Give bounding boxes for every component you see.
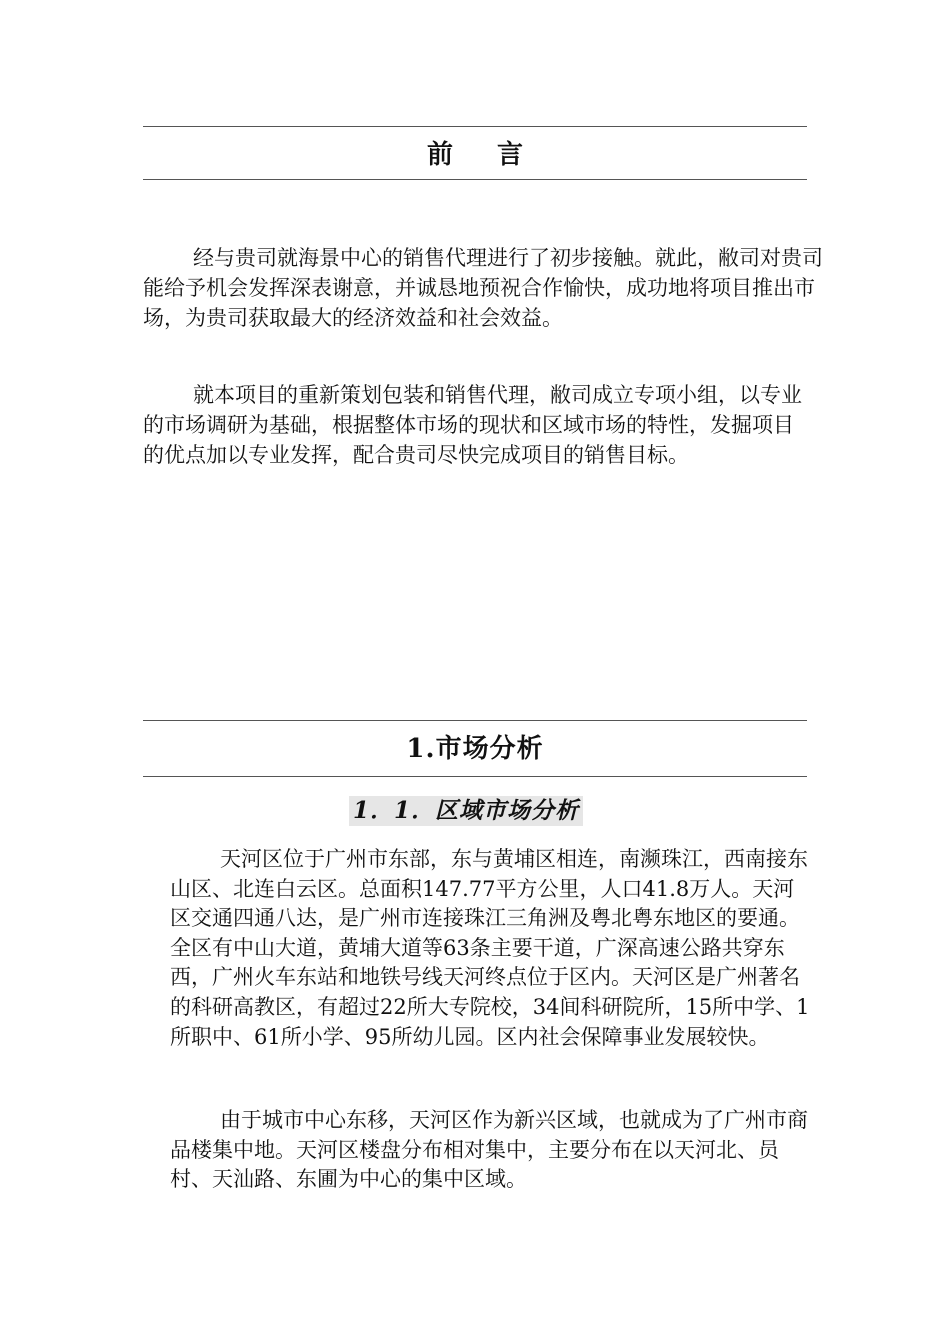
- section-rule-top: [143, 720, 807, 721]
- subsection-paragraph-1: 天河区位于广州市东部，东与黄埔区相连，南濒珠江，西南接东山区、北连白云区。总面积147.77平方公里，人口41.8万人。天河区交通四通八达，是广州市连接珠江三角洲及粤北粤东地区的要通。全区有中山大道，黄埔大道等63条主要干道，广深高速公路共穿东西，广州火车东站和地铁号线天河终点位于区内。天河区是广州著名的科研高教区，有超过22所大专院校，34间科研院所，15所中学、1所职中、61所小学、95所幼儿园。区内社会保障事业发展较快。: [170, 847, 810, 1049]
- preface-rule-bottom: [143, 179, 807, 180]
- preface-paragraph-1: 经与贵司就海景中心的销售代理进行了初步接触。就此，敝司对贵司能给予机会发挥深表谢意，并诚恳地预祝合作愉快，成功地将项目推出市场，为贵司获取最大的经济效益和社会效益。: [143, 246, 823, 330]
- section-title: 1.市场分析: [406, 734, 544, 764]
- subsection-title: 1．1．区域市场分析: [349, 796, 583, 826]
- preface-paragraph-2: 就本项目的重新策划包装和销售代理，敝司成立专项小组，以专业的市场调研为基础，根据整体市场的现状和区域市场的特性，发掘项目的优点加以专业发挥，配合贵司尽快完成项目的销售目标。: [143, 383, 802, 467]
- preface-title: 前言: [426, 140, 567, 170]
- section-rule-bottom: [143, 776, 807, 777]
- preface-rule-top: [143, 126, 807, 127]
- subsection-paragraph-2: 由于城市中心东移，天河区作为新兴区域，也就成为了广州市商品楼集中地。天河区楼盘分布相对集中，主要分布在以天河北、员村、天汕路、东圃为中心的集中区域。: [170, 1108, 808, 1192]
